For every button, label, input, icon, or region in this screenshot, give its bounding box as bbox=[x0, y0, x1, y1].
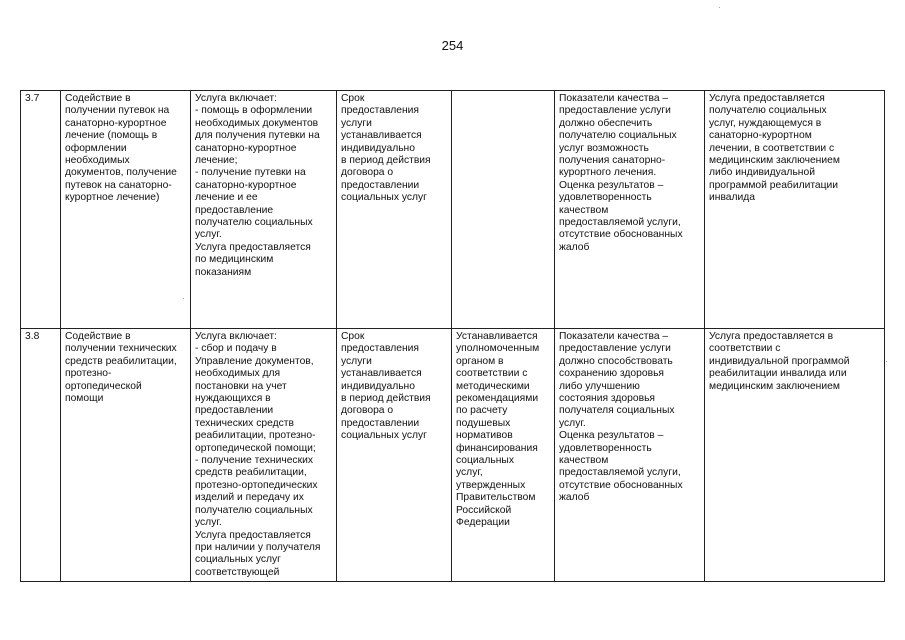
scan-speck: · bbox=[182, 293, 185, 303]
service-conditions-cell: Услуга предоставляется в соответствии с индивидуальной программой реабилитации инвалида или медицинским заключением bbox=[705, 329, 885, 582]
row-number-cell: 3.8 bbox=[21, 329, 61, 582]
service-quality-cell: Показатели качества – предоставление услуги должно способствовать сохранению здоровья либо улучшению состояния здоровья получателя социальных услуг. Оценка результатов – удовлетворенность качеством предоставляемой услуги, отсутствие обоснованных жалоб bbox=[555, 329, 705, 582]
scan-speck: · bbox=[718, 2, 721, 12]
table-row bbox=[21, 91, 885, 329]
service-content-cell: Услуга включает: - сбор и подачу в Управление документов, необходимых для постановки на учет нуждающихся в предоставлении технических средств реабилитации, протезно- ортопедической помощи; - получение технических средств реабилитации, протезно-ортопедических изделий и передачу их получателю социальных услуг. Услуга предоставляется при наличии у получателя социальных услуг соответствующей bbox=[191, 329, 337, 582]
service-content-cell: Услуга включает: - помощь в оформлении необходимых документов для получения путевки на санаторно-курортное лечение; - получение путевки на санаторно-курортное лечение и ее предоставление получателю социальных услуг. Услуга предоставляется по медицинским показаниям bbox=[191, 91, 337, 329]
service-norm-cell bbox=[452, 91, 555, 329]
page-number: 254 bbox=[441, 38, 464, 53]
scan-speck: · bbox=[885, 356, 888, 366]
service-name-cell: Содействие в получении технических средств реабилитации, протезно- ортопедической помощи bbox=[61, 329, 191, 582]
row-number-cell: 3.7 bbox=[21, 91, 61, 329]
service-norm-cell: Устанавливается уполномоченным органом в соответствии с методическими рекомендациями по расчету подушевых нормативов финансирования социальных услуг, утвержденных Правительством Российской Федерации bbox=[452, 329, 555, 582]
service-name-cell: Содействие в получении путевок на санаторно-курортное лечение (помощь в оформлении необходимых документов, получение путевок на санаторно- курортное лечение) bbox=[61, 91, 191, 329]
services-table bbox=[20, 90, 885, 582]
service-quality-cell: Показатели качества – предоставление услуги должно обеспечить получателю социальных услуг возможность получения санаторно- курортного лечения. Оценка результатов – удовлетворенность качеством предоставляемой услуги, отсутствие обоснованных жалоб bbox=[555, 91, 705, 329]
table-row bbox=[21, 329, 885, 582]
service-term-cell: Срок предоставления услуги устанавливается индивидуально в период действия договора о предоставлении социальных услуг bbox=[337, 329, 452, 582]
service-term-cell: Срок предоставления услуги устанавливается индивидуально в период действия договора о предоставлении социальных услуг bbox=[337, 91, 452, 329]
service-conditions-cell: Услуга предоставляется получателю социальных услуг, нуждающемуся в санаторно-курортном лечении, в соответствии с медицинским заключением либо индивидуальной программой реабилитации инвалида bbox=[705, 91, 885, 329]
